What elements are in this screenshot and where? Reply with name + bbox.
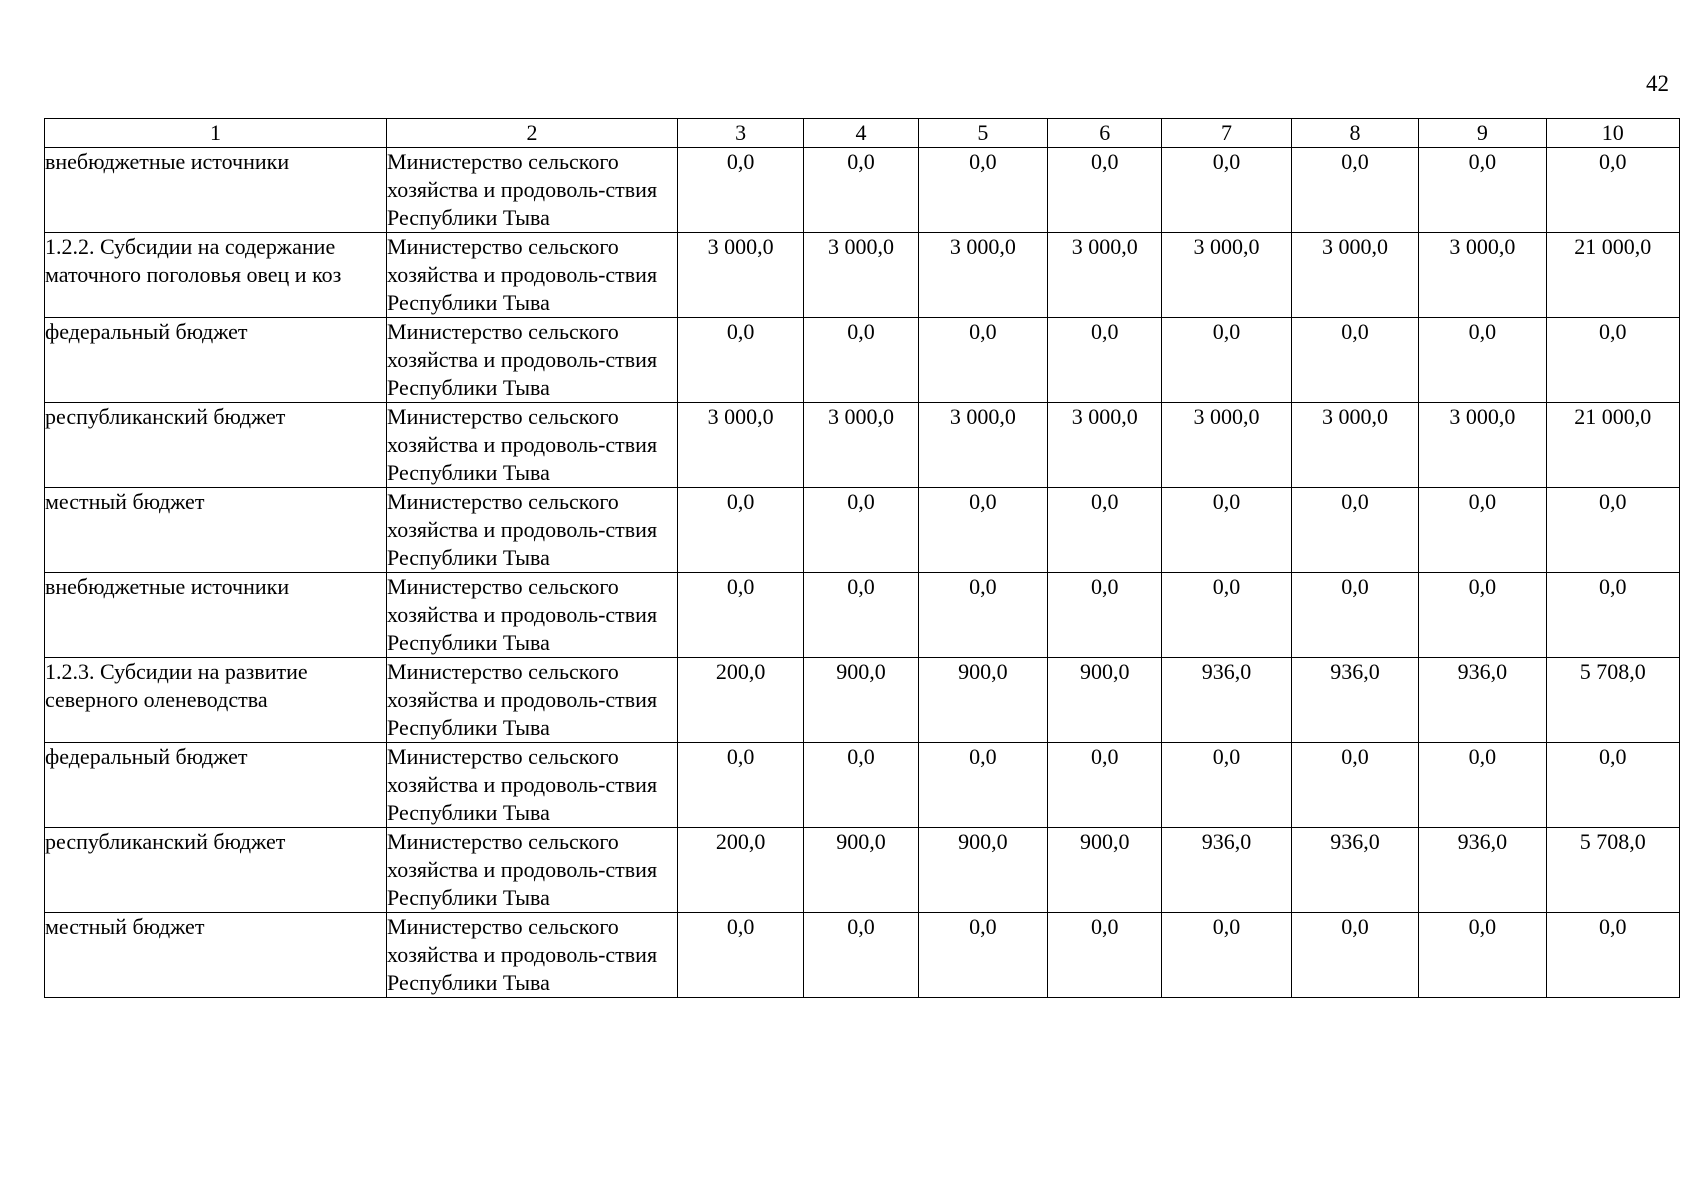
value-cell: 200,0 <box>677 828 803 913</box>
value-cell: 3 000,0 <box>918 233 1047 318</box>
value-cell: 0,0 <box>1419 318 1546 403</box>
executor-cell: Министерство сельского хозяйства и продоволь-ствия Республики Тыва <box>387 488 678 573</box>
value-cell: 0,0 <box>1048 573 1162 658</box>
value-cell: 0,0 <box>1419 743 1546 828</box>
budget-table <box>44 118 1680 998</box>
row-name-cell: местный бюджет <box>45 488 387 573</box>
value-cell: 21 000,0 <box>1546 233 1680 318</box>
value-cell: 0,0 <box>804 318 918 403</box>
value-cell: 3 000,0 <box>1048 403 1162 488</box>
row-name-cell: 1.2.3. Субсидии на развитие северного оленеводства <box>45 658 387 743</box>
row-name-cell: местный бюджет <box>45 913 387 998</box>
table-row <box>45 488 1680 573</box>
value-cell: 0,0 <box>804 743 918 828</box>
column-header: 10 <box>1546 119 1680 148</box>
value-cell: 0,0 <box>918 318 1047 403</box>
value-cell: 200,0 <box>677 658 803 743</box>
value-cell: 0,0 <box>1546 573 1680 658</box>
value-cell: 0,0 <box>1419 488 1546 573</box>
value-cell: 0,0 <box>1162 913 1291 998</box>
executor-cell: Министерство сельского хозяйства и продоволь-ствия Республики Тыва <box>387 913 678 998</box>
table-row <box>45 573 1680 658</box>
value-cell: 0,0 <box>804 913 918 998</box>
value-cell: 3 000,0 <box>677 233 803 318</box>
value-cell: 3 000,0 <box>1162 403 1291 488</box>
row-name-cell: федеральный бюджет <box>45 318 387 403</box>
value-cell: 900,0 <box>804 658 918 743</box>
value-cell: 900,0 <box>918 828 1047 913</box>
value-cell: 5 708,0 <box>1546 658 1680 743</box>
value-cell: 0,0 <box>1291 488 1418 573</box>
value-cell: 900,0 <box>1048 658 1162 743</box>
value-cell: 3 000,0 <box>918 403 1047 488</box>
value-cell: 900,0 <box>918 658 1047 743</box>
value-cell: 3 000,0 <box>1291 233 1418 318</box>
executor-cell: Министерство сельского хозяйства и продоволь-ствия Республики Тыва <box>387 148 678 233</box>
column-header: 9 <box>1419 119 1546 148</box>
value-cell: 0,0 <box>804 488 918 573</box>
value-cell: 0,0 <box>1048 318 1162 403</box>
value-cell: 0,0 <box>1048 743 1162 828</box>
value-cell: 936,0 <box>1419 658 1546 743</box>
table-row <box>45 828 1680 913</box>
value-cell: 936,0 <box>1291 658 1418 743</box>
value-cell: 0,0 <box>1048 913 1162 998</box>
value-cell: 3 000,0 <box>1419 233 1546 318</box>
column-header: 2 <box>387 119 678 148</box>
page-number: 42 <box>1646 71 1669 96</box>
value-cell: 5 708,0 <box>1546 828 1680 913</box>
value-cell: 936,0 <box>1162 828 1291 913</box>
value-cell: 936,0 <box>1162 658 1291 743</box>
row-name-cell: внебюджетные источники <box>45 573 387 658</box>
value-cell: 0,0 <box>1546 318 1680 403</box>
value-cell: 3 000,0 <box>1419 403 1546 488</box>
value-cell: 0,0 <box>677 913 803 998</box>
value-cell: 0,0 <box>804 148 918 233</box>
value-cell: 3 000,0 <box>1048 233 1162 318</box>
column-header: 3 <box>677 119 803 148</box>
column-header: 1 <box>45 119 387 148</box>
column-header: 6 <box>1048 119 1162 148</box>
value-cell: 0,0 <box>918 743 1047 828</box>
value-cell: 900,0 <box>804 828 918 913</box>
value-cell: 3 000,0 <box>1291 403 1418 488</box>
value-cell: 0,0 <box>677 318 803 403</box>
value-cell: 0,0 <box>1162 488 1291 573</box>
value-cell: 936,0 <box>1419 828 1546 913</box>
value-cell: 0,0 <box>1162 318 1291 403</box>
value-cell: 0,0 <box>804 573 918 658</box>
executor-cell: Министерство сельского хозяйства и продоволь-ствия Республики Тыва <box>387 403 678 488</box>
value-cell: 0,0 <box>1546 148 1680 233</box>
value-cell: 936,0 <box>1291 828 1418 913</box>
table-body <box>45 148 1680 998</box>
table-row <box>45 658 1680 743</box>
table-row <box>45 233 1680 318</box>
row-name-cell: республиканский бюджет <box>45 403 387 488</box>
executor-cell: Министерство сельского хозяйства и продоволь-ствия Республики Тыва <box>387 658 678 743</box>
row-name-cell: федеральный бюджет <box>45 743 387 828</box>
column-number-header-row <box>45 119 1680 148</box>
row-name-cell: 1.2.2. Субсидии на содержание маточного поголовья овец и коз <box>45 233 387 318</box>
executor-cell: Министерство сельского хозяйства и продоволь-ствия Республики Тыва <box>387 318 678 403</box>
value-cell: 0,0 <box>1048 148 1162 233</box>
value-cell: 21 000,0 <box>1546 403 1680 488</box>
value-cell: 0,0 <box>1291 913 1418 998</box>
table-row <box>45 318 1680 403</box>
column-header: 4 <box>804 119 918 148</box>
value-cell: 0,0 <box>1419 913 1546 998</box>
value-cell: 3 000,0 <box>677 403 803 488</box>
value-cell: 0,0 <box>1048 488 1162 573</box>
value-cell: 0,0 <box>1291 318 1418 403</box>
column-header: 7 <box>1162 119 1291 148</box>
value-cell: 3 000,0 <box>1162 233 1291 318</box>
value-cell: 0,0 <box>1419 573 1546 658</box>
executor-cell: Министерство сельского хозяйства и продоволь-ствия Республики Тыва <box>387 233 678 318</box>
value-cell: 0,0 <box>1419 148 1546 233</box>
value-cell: 3 000,0 <box>804 403 918 488</box>
value-cell: 0,0 <box>918 488 1047 573</box>
value-cell: 0,0 <box>1291 148 1418 233</box>
value-cell: 3 000,0 <box>804 233 918 318</box>
value-cell: 0,0 <box>677 148 803 233</box>
value-cell: 0,0 <box>918 573 1047 658</box>
value-cell: 0,0 <box>1162 573 1291 658</box>
value-cell: 0,0 <box>677 573 803 658</box>
table-row <box>45 148 1680 233</box>
value-cell: 0,0 <box>1546 488 1680 573</box>
row-name-cell: республиканский бюджет <box>45 828 387 913</box>
value-cell: 0,0 <box>1162 148 1291 233</box>
column-header: 5 <box>918 119 1047 148</box>
executor-cell: Министерство сельского хозяйства и продоволь-ствия Республики Тыва <box>387 828 678 913</box>
executor-cell: Министерство сельского хозяйства и продоволь-ствия Республики Тыва <box>387 573 678 658</box>
value-cell: 0,0 <box>1546 743 1680 828</box>
value-cell: 0,0 <box>1291 573 1418 658</box>
value-cell: 0,0 <box>1291 743 1418 828</box>
column-header: 8 <box>1291 119 1418 148</box>
value-cell: 0,0 <box>677 743 803 828</box>
value-cell: 900,0 <box>1048 828 1162 913</box>
table-row <box>45 403 1680 488</box>
value-cell: 0,0 <box>918 913 1047 998</box>
executor-cell: Министерство сельского хозяйства и продоволь-ствия Республики Тыва <box>387 743 678 828</box>
row-name-cell: внебюджетные источники <box>45 148 387 233</box>
value-cell: 0,0 <box>918 148 1047 233</box>
value-cell: 0,0 <box>1546 913 1680 998</box>
value-cell: 0,0 <box>1162 743 1291 828</box>
table-row <box>45 743 1680 828</box>
table-row <box>45 913 1680 998</box>
value-cell: 0,0 <box>677 488 803 573</box>
